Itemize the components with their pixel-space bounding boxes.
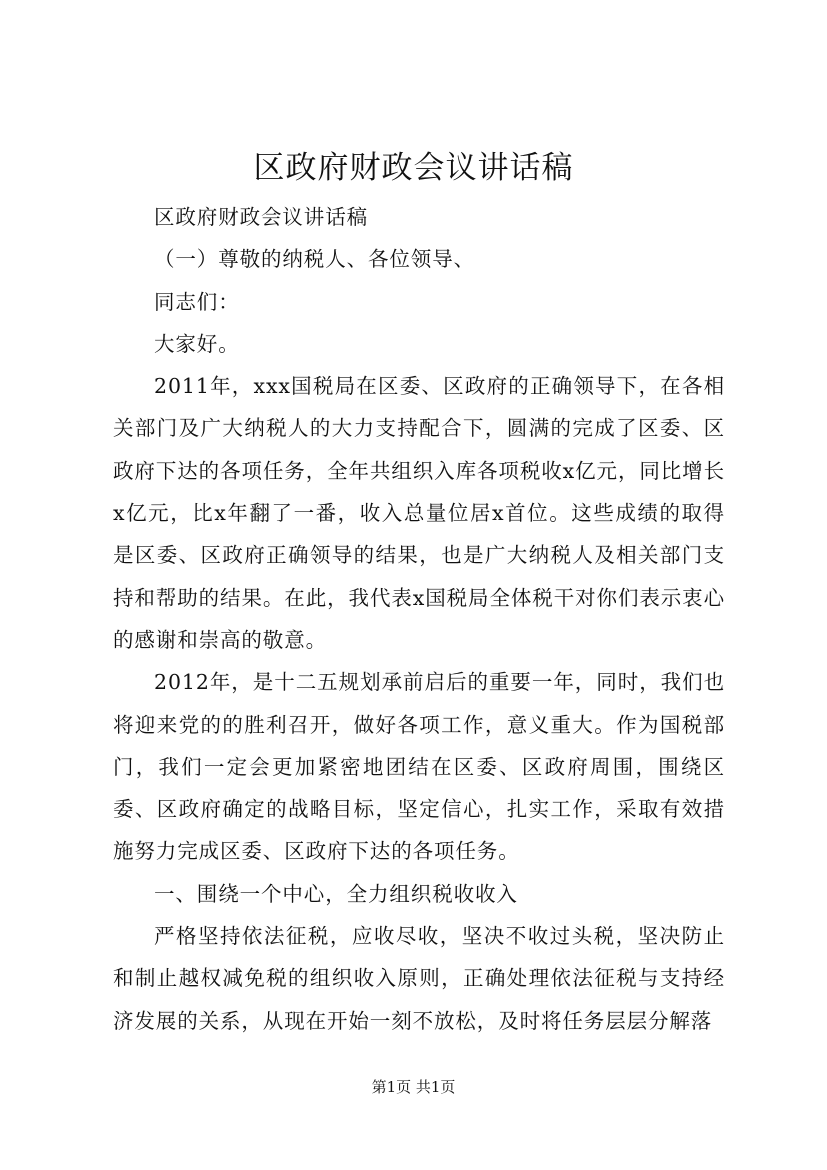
paragraph-salutation-2: 同志们：: [154, 289, 240, 314]
document-body: [113, 196, 725, 1042]
paragraph-review-2011: 2011年，xxx国税局在区委、区政府的正确领导下，在各相关部门及广大纳税人的大力支持配合下，圆满的完成了区委、区政府下达的各项任务，全年共组织入库各项税收x亿元，同比增长x亿元，比x年翻了一番，收入总量位居x首位。这些成绩的取得是区委、区政府正确领导的结果，也是广大纳税人及相关部门支持和帮助的结果。在此，我代表x国税局全体税干对你们表示衷心的感谢和崇高的敬意。: [113, 374, 725, 652]
paragraph-salutation: （一）尊敬的纳税人、各位领导、: [154, 247, 475, 272]
paragraph-greeting: 大家好。: [154, 331, 240, 356]
section-heading-1: 一、围绕一个中心，全力组织税收收入: [154, 881, 518, 906]
paragraph-outlook-2012: 2012年，是十二五规划承前启后的重要一年，同时，我们也将迎来党的的胜利召开，做好各项工作，意义重大。作为国税部门，我们一定会更加紧密地团结在区委、区政府周围，围绕区委、区政府确定的战略目标，坚定信心，扎实工作，采取有效措施努力完成区委、区政府下达的各项任务。: [113, 670, 725, 864]
document-title: 区政府财政会议讲话稿: [253, 150, 574, 186]
paragraph-section-1: 严格坚持依法征税，应收尽收，坚决不收过头税，坚决防止和制止越权减免税的组织收入原则，正确处理依法征税与支持经济发展的关系，从现在开始一刻不放松，及时将任务层层分解落: [113, 924, 725, 1033]
page-footer: 第1页 共1页: [371, 1078, 456, 1096]
paragraph-subtitle: 区政府财政会议讲话稿: [154, 205, 368, 229]
